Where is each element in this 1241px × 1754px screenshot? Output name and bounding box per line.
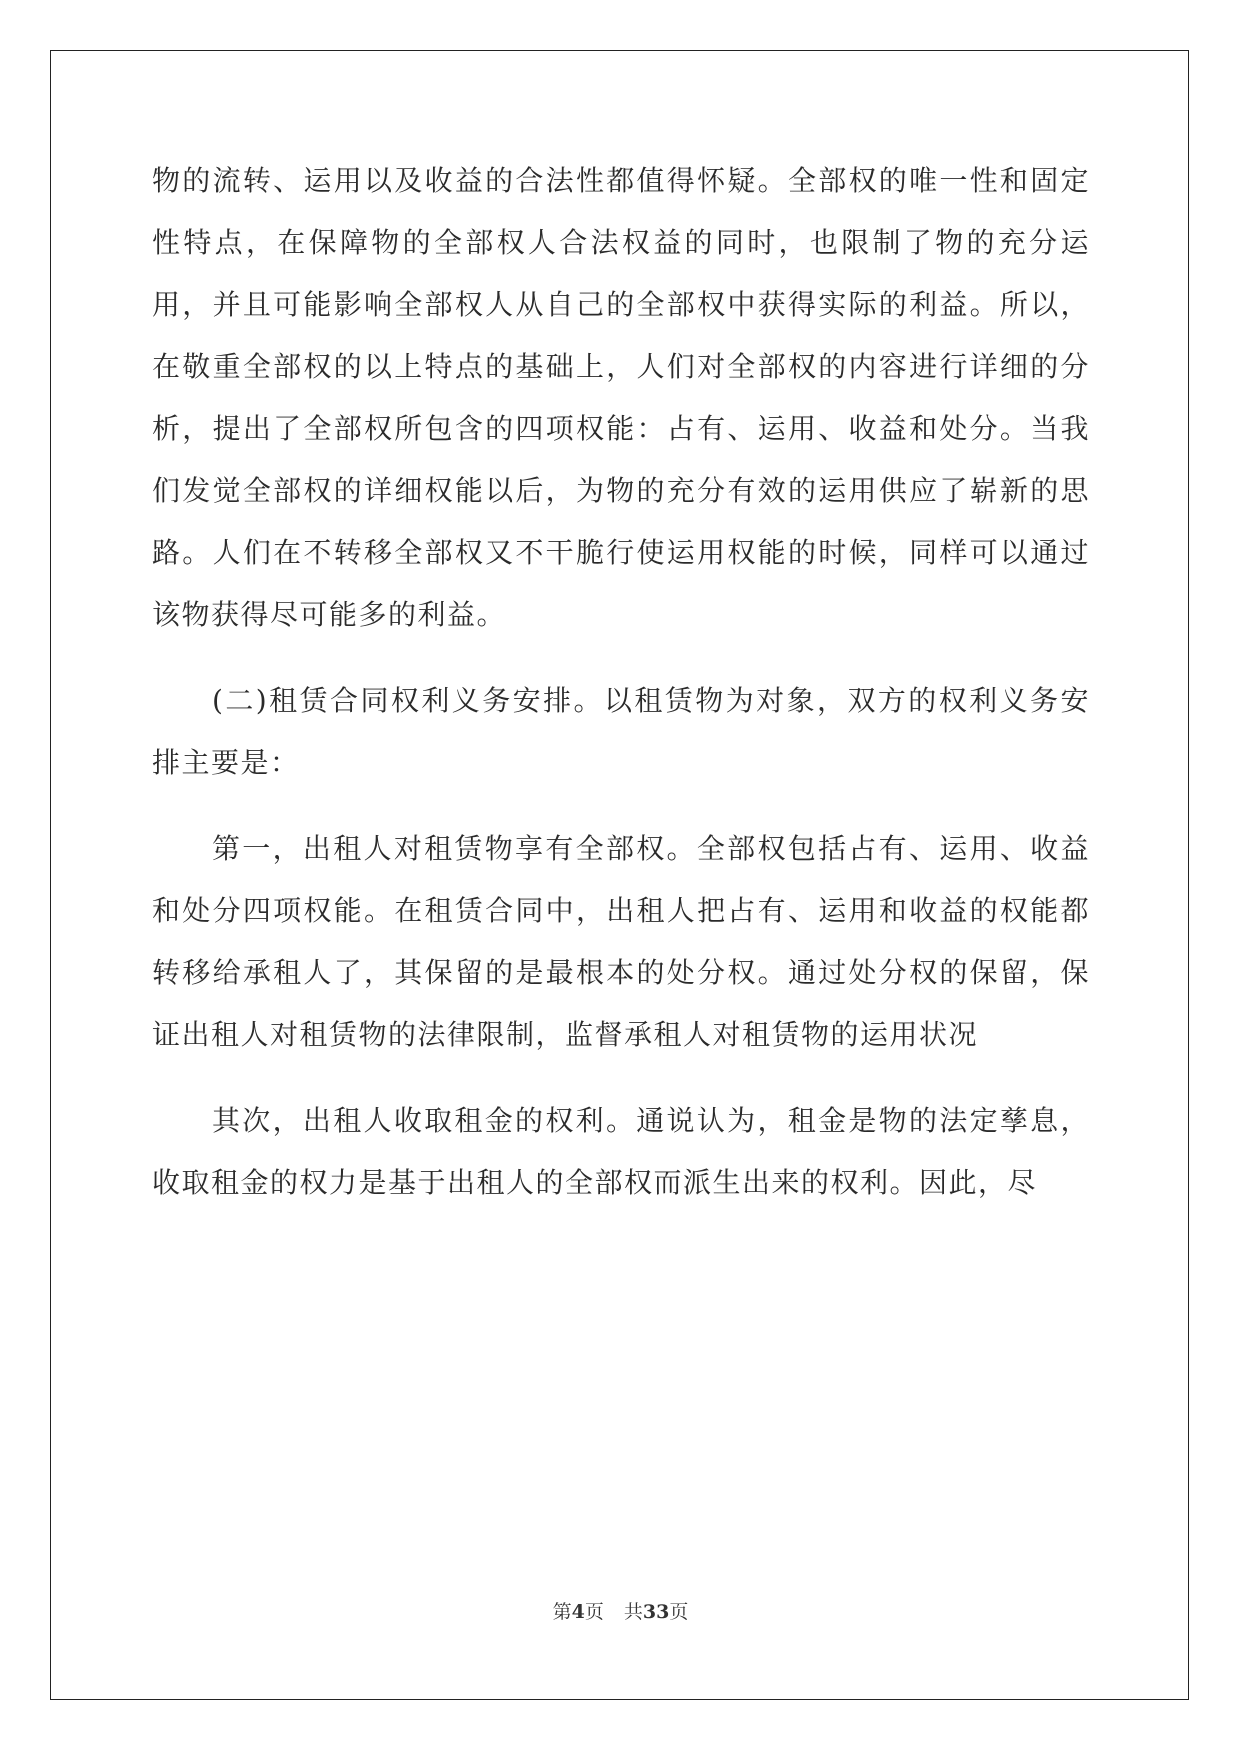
footer-prefix: 第 — [552, 1601, 572, 1623]
total-pages-number: 33 — [642, 1601, 670, 1623]
paragraph: (二)租赁合同权利义务安排。以租赁物为对象，双方的权利义务安排主要是： — [152, 684, 1090, 779]
footer-total-prefix: 共 — [623, 1601, 643, 1623]
current-page-number: 4 — [571, 1601, 585, 1623]
footer-total-suffix: 页 — [669, 1601, 689, 1623]
document-body — [152, 150, 1090, 1214]
paragraph: 物的流转、运用以及收益的合法性都值得怀疑。全部权的唯一性和固定性特点，在保障物的全部权人合法权益的同时，也限制了物的充分运用，并且可能影响全部权人从自己的全部权中获得实际的利益。所以，在敬重全部权的以上特点的基础上，人们对全部权的内容进行详细的分析，提出了全部权所包含的四项权能：占有、运用、收益和处分。当我们发觉全部权的详细权能以后，为物的充分有效的运用供应了崭新的思路。人们在不转移全部权又不干脆行使运用权能的时候，同样可以通过该物获得尽可能多的利益。 — [152, 164, 1090, 631]
paragraph: 其次，出租人收取租金的权利。通说认为，租金是物的法定孳息，收取租金的权力是基于出租人的全部权而派生出来的权利。因此，尽 — [152, 1104, 1090, 1199]
footer-page-suffix: 页 — [584, 1601, 604, 1623]
paragraph: 第一，出租人对租赁物享有全部权。全部权包括占有、运用、收益和处分四项权能。在租赁合同中，出租人把占有、运用和收益的权能都转移给承租人了，其保留的是最根本的处分权。通过处分权的保留，保证出租人对租赁物的法律限制，监督承租人对租赁物的运用状况 — [152, 832, 1090, 1051]
page-footer — [0, 1597, 1241, 1624]
